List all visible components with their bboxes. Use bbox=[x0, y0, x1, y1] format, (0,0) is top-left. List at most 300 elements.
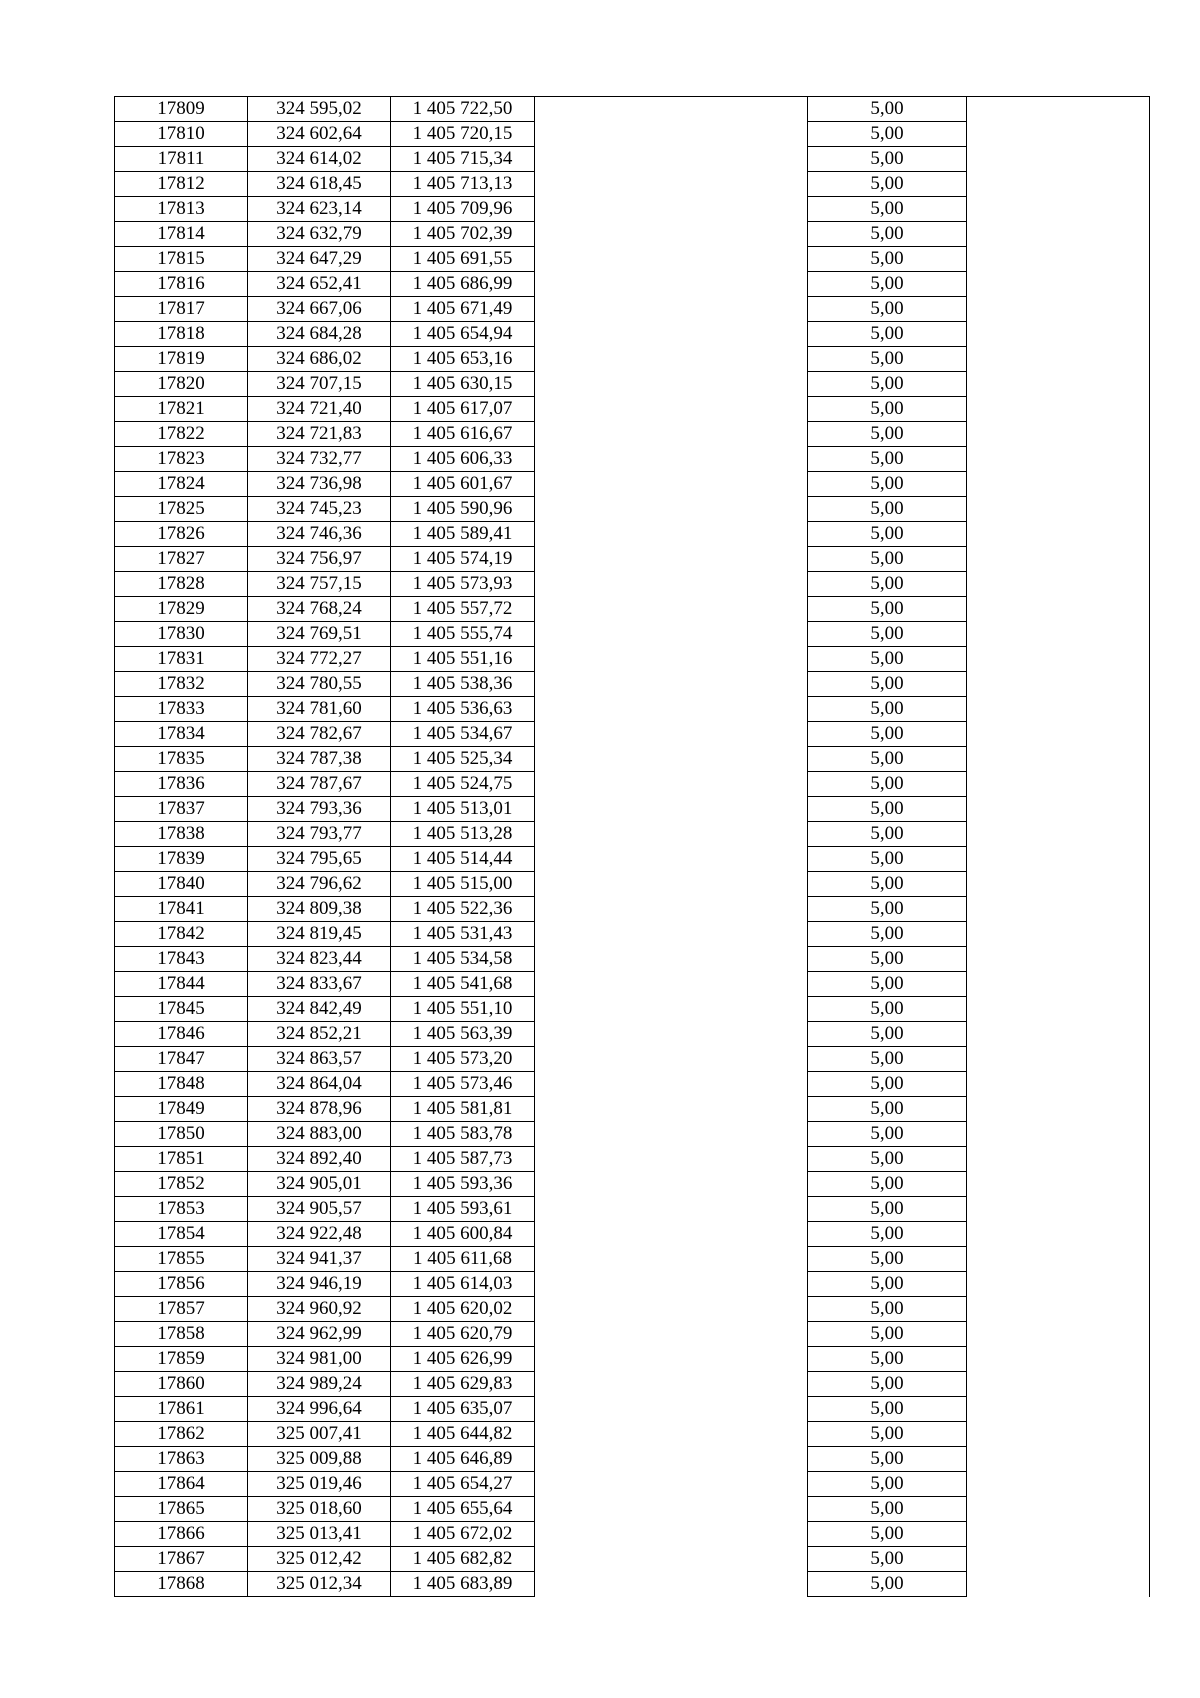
table-row bbox=[115, 922, 1150, 947]
table-row bbox=[115, 672, 1150, 697]
value-cell: 5,00 bbox=[808, 197, 967, 222]
blank-cell bbox=[967, 172, 1150, 197]
y-coordinate-cell: 1 405 522,36 bbox=[391, 897, 535, 922]
table-row bbox=[115, 547, 1150, 572]
point-number-cell: 17826 bbox=[115, 522, 248, 547]
point-number-cell: 17864 bbox=[115, 1472, 248, 1497]
point-number-cell: 17816 bbox=[115, 272, 248, 297]
x-coordinate-cell: 324 905,01 bbox=[248, 1172, 391, 1197]
x-coordinate-cell: 324 962,99 bbox=[248, 1322, 391, 1347]
point-number-cell: 17823 bbox=[115, 447, 248, 472]
blank-cell bbox=[967, 1097, 1150, 1122]
y-coordinate-cell: 1 405 514,44 bbox=[391, 847, 535, 872]
blank-cell bbox=[967, 447, 1150, 472]
blank-cell bbox=[535, 1197, 808, 1222]
blank-cell bbox=[535, 1472, 808, 1497]
blank-cell bbox=[967, 1147, 1150, 1172]
y-coordinate-cell: 1 405 536,63 bbox=[391, 697, 535, 722]
table-row bbox=[115, 572, 1150, 597]
y-coordinate-cell: 1 405 702,39 bbox=[391, 222, 535, 247]
x-coordinate-cell: 324 768,24 bbox=[248, 597, 391, 622]
point-number-cell: 17835 bbox=[115, 747, 248, 772]
table-row bbox=[115, 1347, 1150, 1372]
y-coordinate-cell: 1 405 583,78 bbox=[391, 1122, 535, 1147]
point-number-cell: 17815 bbox=[115, 247, 248, 272]
table-row bbox=[115, 1272, 1150, 1297]
point-number-cell: 17834 bbox=[115, 722, 248, 747]
y-coordinate-cell: 1 405 557,72 bbox=[391, 597, 535, 622]
point-number-cell: 17841 bbox=[115, 897, 248, 922]
x-coordinate-cell: 324 809,38 bbox=[248, 897, 391, 922]
table-row bbox=[115, 297, 1150, 322]
point-number-cell: 17853 bbox=[115, 1197, 248, 1222]
y-coordinate-cell: 1 405 715,34 bbox=[391, 147, 535, 172]
value-cell: 5,00 bbox=[808, 147, 967, 172]
blank-cell bbox=[967, 822, 1150, 847]
table-row bbox=[115, 1247, 1150, 1272]
blank-cell bbox=[967, 797, 1150, 822]
value-cell: 5,00 bbox=[808, 872, 967, 897]
point-number-cell: 17868 bbox=[115, 1572, 248, 1597]
blank-cell bbox=[535, 272, 808, 297]
blank-cell bbox=[535, 597, 808, 622]
x-coordinate-cell: 324 883,00 bbox=[248, 1122, 391, 1147]
blank-cell bbox=[967, 497, 1150, 522]
table-row bbox=[115, 172, 1150, 197]
value-cell: 5,00 bbox=[808, 1272, 967, 1297]
value-cell: 5,00 bbox=[808, 747, 967, 772]
point-number-cell: 17840 bbox=[115, 872, 248, 897]
value-cell: 5,00 bbox=[808, 1297, 967, 1322]
blank-cell bbox=[967, 1247, 1150, 1272]
y-coordinate-cell: 1 405 720,15 bbox=[391, 122, 535, 147]
blank-cell bbox=[967, 1472, 1150, 1497]
point-number-cell: 17843 bbox=[115, 947, 248, 972]
table-row bbox=[115, 1572, 1150, 1597]
blank-cell bbox=[535, 122, 808, 147]
table-row bbox=[115, 97, 1150, 122]
blank-cell bbox=[967, 322, 1150, 347]
value-cell: 5,00 bbox=[808, 847, 967, 872]
x-coordinate-cell: 324 769,51 bbox=[248, 622, 391, 647]
blank-cell bbox=[967, 197, 1150, 222]
table-row bbox=[115, 972, 1150, 997]
blank-cell bbox=[967, 472, 1150, 497]
blank-cell bbox=[535, 947, 808, 972]
table-row bbox=[115, 197, 1150, 222]
blank-cell bbox=[967, 1347, 1150, 1372]
value-cell: 5,00 bbox=[808, 772, 967, 797]
y-coordinate-cell: 1 405 672,02 bbox=[391, 1522, 535, 1547]
blank-cell bbox=[535, 847, 808, 872]
table-row bbox=[115, 1172, 1150, 1197]
value-cell: 5,00 bbox=[808, 422, 967, 447]
y-coordinate-cell: 1 405 620,79 bbox=[391, 1322, 535, 1347]
value-cell: 5,00 bbox=[808, 297, 967, 322]
x-coordinate-cell: 324 989,24 bbox=[248, 1372, 391, 1397]
blank-cell bbox=[967, 1072, 1150, 1097]
value-cell: 5,00 bbox=[808, 572, 967, 597]
value-cell: 5,00 bbox=[808, 1397, 967, 1422]
y-coordinate-cell: 1 405 646,89 bbox=[391, 1447, 535, 1472]
y-coordinate-cell: 1 405 600,84 bbox=[391, 1222, 535, 1247]
x-coordinate-cell: 324 736,98 bbox=[248, 472, 391, 497]
value-cell: 5,00 bbox=[808, 497, 967, 522]
table-row bbox=[115, 822, 1150, 847]
value-cell: 5,00 bbox=[808, 272, 967, 297]
y-coordinate-cell: 1 405 551,16 bbox=[391, 647, 535, 672]
value-cell: 5,00 bbox=[808, 1122, 967, 1147]
x-coordinate-cell: 325 007,41 bbox=[248, 1422, 391, 1447]
blank-cell bbox=[967, 1447, 1150, 1472]
blank-cell bbox=[535, 897, 808, 922]
y-coordinate-cell: 1 405 515,00 bbox=[391, 872, 535, 897]
value-cell: 5,00 bbox=[808, 622, 967, 647]
x-coordinate-cell: 324 946,19 bbox=[248, 1272, 391, 1297]
y-coordinate-cell: 1 405 601,67 bbox=[391, 472, 535, 497]
blank-cell bbox=[967, 1397, 1150, 1422]
blank-cell bbox=[535, 1447, 808, 1472]
y-coordinate-cell: 1 405 573,93 bbox=[391, 572, 535, 597]
table-row bbox=[115, 1097, 1150, 1122]
table-row bbox=[115, 747, 1150, 772]
table-row bbox=[115, 947, 1150, 972]
blank-cell bbox=[535, 622, 808, 647]
value-cell: 5,00 bbox=[808, 597, 967, 622]
coordinates-table-body bbox=[115, 97, 1150, 1597]
blank-cell bbox=[535, 922, 808, 947]
table-row bbox=[115, 447, 1150, 472]
value-cell: 5,00 bbox=[808, 897, 967, 922]
value-cell: 5,00 bbox=[808, 1572, 967, 1597]
blank-cell bbox=[535, 1547, 808, 1572]
blank-cell bbox=[967, 1422, 1150, 1447]
y-coordinate-cell: 1 405 589,41 bbox=[391, 522, 535, 547]
point-number-cell: 17827 bbox=[115, 547, 248, 572]
blank-cell bbox=[535, 247, 808, 272]
blank-cell bbox=[967, 1197, 1150, 1222]
table-row bbox=[115, 497, 1150, 522]
y-coordinate-cell: 1 405 611,68 bbox=[391, 1247, 535, 1272]
table-row bbox=[115, 1322, 1150, 1347]
x-coordinate-cell: 324 782,67 bbox=[248, 722, 391, 747]
blank-cell bbox=[967, 1547, 1150, 1572]
y-coordinate-cell: 1 405 531,43 bbox=[391, 922, 535, 947]
y-coordinate-cell: 1 405 709,96 bbox=[391, 197, 535, 222]
table-row bbox=[115, 122, 1150, 147]
blank-cell bbox=[535, 97, 808, 122]
y-coordinate-cell: 1 405 513,28 bbox=[391, 822, 535, 847]
point-number-cell: 17861 bbox=[115, 1397, 248, 1422]
point-number-cell: 17810 bbox=[115, 122, 248, 147]
blank-cell bbox=[535, 1322, 808, 1347]
y-coordinate-cell: 1 405 563,39 bbox=[391, 1022, 535, 1047]
x-coordinate-cell: 324 996,64 bbox=[248, 1397, 391, 1422]
point-number-cell: 17860 bbox=[115, 1372, 248, 1397]
y-coordinate-cell: 1 405 590,96 bbox=[391, 497, 535, 522]
value-cell: 5,00 bbox=[808, 797, 967, 822]
blank-cell bbox=[967, 897, 1150, 922]
blank-cell bbox=[967, 647, 1150, 672]
value-cell: 5,00 bbox=[808, 547, 967, 572]
value-cell: 5,00 bbox=[808, 1447, 967, 1472]
table-row bbox=[115, 597, 1150, 622]
table-row bbox=[115, 1197, 1150, 1222]
point-number-cell: 17847 bbox=[115, 1047, 248, 1072]
y-coordinate-cell: 1 405 587,73 bbox=[391, 1147, 535, 1172]
value-cell: 5,00 bbox=[808, 1147, 967, 1172]
table-row bbox=[115, 1072, 1150, 1097]
blank-cell bbox=[967, 722, 1150, 747]
y-coordinate-cell: 1 405 541,68 bbox=[391, 972, 535, 997]
y-coordinate-cell: 1 405 630,15 bbox=[391, 372, 535, 397]
x-coordinate-cell: 324 647,29 bbox=[248, 247, 391, 272]
blank-cell bbox=[535, 1372, 808, 1397]
blank-cell bbox=[967, 947, 1150, 972]
blank-cell bbox=[967, 147, 1150, 172]
point-number-cell: 17828 bbox=[115, 572, 248, 597]
point-number-cell: 17814 bbox=[115, 222, 248, 247]
point-number-cell: 17851 bbox=[115, 1147, 248, 1172]
table-row bbox=[115, 372, 1150, 397]
table-row bbox=[115, 1047, 1150, 1072]
blank-cell bbox=[967, 397, 1150, 422]
blank-cell bbox=[535, 522, 808, 547]
table-row bbox=[115, 1422, 1150, 1447]
blank-cell bbox=[535, 1047, 808, 1072]
point-number-cell: 17839 bbox=[115, 847, 248, 872]
blank-cell bbox=[535, 822, 808, 847]
point-number-cell: 17824 bbox=[115, 472, 248, 497]
blank-cell bbox=[535, 647, 808, 672]
y-coordinate-cell: 1 405 617,07 bbox=[391, 397, 535, 422]
point-number-cell: 17809 bbox=[115, 97, 248, 122]
x-coordinate-cell: 324 721,40 bbox=[248, 397, 391, 422]
y-coordinate-cell: 1 405 573,20 bbox=[391, 1047, 535, 1072]
value-cell: 5,00 bbox=[808, 972, 967, 997]
y-coordinate-cell: 1 405 654,27 bbox=[391, 1472, 535, 1497]
blank-cell bbox=[535, 872, 808, 897]
point-number-cell: 17821 bbox=[115, 397, 248, 422]
table-row bbox=[115, 247, 1150, 272]
y-coordinate-cell: 1 405 534,67 bbox=[391, 722, 535, 747]
table-row bbox=[115, 1522, 1150, 1547]
y-coordinate-cell: 1 405 713,13 bbox=[391, 172, 535, 197]
table-row bbox=[115, 222, 1150, 247]
y-coordinate-cell: 1 405 525,34 bbox=[391, 747, 535, 772]
table-row bbox=[115, 897, 1150, 922]
blank-cell bbox=[967, 222, 1150, 247]
y-coordinate-cell: 1 405 593,36 bbox=[391, 1172, 535, 1197]
blank-cell bbox=[535, 722, 808, 747]
blank-cell bbox=[535, 972, 808, 997]
point-number-cell: 17825 bbox=[115, 497, 248, 522]
y-coordinate-cell: 1 405 574,19 bbox=[391, 547, 535, 572]
point-number-cell: 17822 bbox=[115, 422, 248, 447]
x-coordinate-cell: 324 618,45 bbox=[248, 172, 391, 197]
blank-cell bbox=[535, 797, 808, 822]
value-cell: 5,00 bbox=[808, 722, 967, 747]
y-coordinate-cell: 1 405 538,36 bbox=[391, 672, 535, 697]
x-coordinate-cell: 324 796,62 bbox=[248, 872, 391, 897]
blank-cell bbox=[535, 1347, 808, 1372]
point-number-cell: 17817 bbox=[115, 297, 248, 322]
value-cell: 5,00 bbox=[808, 1497, 967, 1522]
blank-cell bbox=[967, 1297, 1150, 1322]
point-number-cell: 17820 bbox=[115, 372, 248, 397]
x-coordinate-cell: 324 781,60 bbox=[248, 697, 391, 722]
point-number-cell: 17866 bbox=[115, 1522, 248, 1547]
blank-cell bbox=[967, 622, 1150, 647]
y-coordinate-cell: 1 405 682,82 bbox=[391, 1547, 535, 1572]
blank-cell bbox=[535, 547, 808, 572]
point-number-cell: 17856 bbox=[115, 1272, 248, 1297]
blank-cell bbox=[967, 972, 1150, 997]
blank-cell bbox=[535, 772, 808, 797]
value-cell: 5,00 bbox=[808, 247, 967, 272]
x-coordinate-cell: 324 793,77 bbox=[248, 822, 391, 847]
x-coordinate-cell: 324 686,02 bbox=[248, 347, 391, 372]
x-coordinate-cell: 324 941,37 bbox=[248, 1247, 391, 1272]
x-coordinate-cell: 324 623,14 bbox=[248, 197, 391, 222]
point-number-cell: 17854 bbox=[115, 1222, 248, 1247]
blank-cell bbox=[967, 297, 1150, 322]
blank-cell bbox=[535, 297, 808, 322]
x-coordinate-cell: 325 012,34 bbox=[248, 1572, 391, 1597]
value-cell: 5,00 bbox=[808, 1472, 967, 1497]
blank-cell bbox=[535, 147, 808, 172]
y-coordinate-cell: 1 405 606,33 bbox=[391, 447, 535, 472]
value-cell: 5,00 bbox=[808, 1022, 967, 1047]
blank-cell bbox=[967, 672, 1150, 697]
value-cell: 5,00 bbox=[808, 1047, 967, 1072]
blank-cell bbox=[967, 1172, 1150, 1197]
value-cell: 5,00 bbox=[808, 947, 967, 972]
y-coordinate-cell: 1 405 629,83 bbox=[391, 1372, 535, 1397]
blank-cell bbox=[535, 1497, 808, 1522]
point-number-cell: 17848 bbox=[115, 1072, 248, 1097]
point-number-cell: 17837 bbox=[115, 797, 248, 822]
value-cell: 5,00 bbox=[808, 1422, 967, 1447]
x-coordinate-cell: 324 632,79 bbox=[248, 222, 391, 247]
y-coordinate-cell: 1 405 573,46 bbox=[391, 1072, 535, 1097]
x-coordinate-cell: 324 793,36 bbox=[248, 797, 391, 822]
x-coordinate-cell: 325 019,46 bbox=[248, 1472, 391, 1497]
value-cell: 5,00 bbox=[808, 672, 967, 697]
y-coordinate-cell: 1 405 644,82 bbox=[391, 1422, 535, 1447]
x-coordinate-cell: 325 009,88 bbox=[248, 1447, 391, 1472]
y-coordinate-cell: 1 405 513,01 bbox=[391, 797, 535, 822]
blank-cell bbox=[967, 747, 1150, 772]
blank-cell bbox=[967, 1047, 1150, 1072]
x-coordinate-cell: 324 772,27 bbox=[248, 647, 391, 672]
value-cell: 5,00 bbox=[808, 122, 967, 147]
blank-cell bbox=[967, 997, 1150, 1022]
value-cell: 5,00 bbox=[808, 822, 967, 847]
y-coordinate-cell: 1 405 593,61 bbox=[391, 1197, 535, 1222]
table-row bbox=[115, 772, 1150, 797]
value-cell: 5,00 bbox=[808, 697, 967, 722]
table-row bbox=[115, 397, 1150, 422]
blank-cell bbox=[967, 922, 1150, 947]
blank-cell bbox=[967, 1322, 1150, 1347]
value-cell: 5,00 bbox=[808, 322, 967, 347]
value-cell: 5,00 bbox=[808, 922, 967, 947]
value-cell: 5,00 bbox=[808, 372, 967, 397]
x-coordinate-cell: 325 012,42 bbox=[248, 1547, 391, 1572]
point-number-cell: 17863 bbox=[115, 1447, 248, 1472]
table-row bbox=[115, 1372, 1150, 1397]
point-number-cell: 17849 bbox=[115, 1097, 248, 1122]
x-coordinate-cell: 324 745,23 bbox=[248, 497, 391, 522]
point-number-cell: 17852 bbox=[115, 1172, 248, 1197]
table-row bbox=[115, 1022, 1150, 1047]
table-row bbox=[115, 147, 1150, 172]
blank-cell bbox=[535, 1097, 808, 1122]
point-number-cell: 17831 bbox=[115, 647, 248, 672]
value-cell: 5,00 bbox=[808, 347, 967, 372]
x-coordinate-cell: 324 864,04 bbox=[248, 1072, 391, 1097]
value-cell: 5,00 bbox=[808, 1322, 967, 1347]
y-coordinate-cell: 1 405 524,75 bbox=[391, 772, 535, 797]
point-number-cell: 17845 bbox=[115, 997, 248, 1022]
point-number-cell: 17846 bbox=[115, 1022, 248, 1047]
x-coordinate-cell: 324 652,41 bbox=[248, 272, 391, 297]
y-coordinate-cell: 1 405 616,67 bbox=[391, 422, 535, 447]
point-number-cell: 17812 bbox=[115, 172, 248, 197]
blank-cell bbox=[967, 1522, 1150, 1547]
point-number-cell: 17862 bbox=[115, 1422, 248, 1447]
value-cell: 5,00 bbox=[808, 472, 967, 497]
value-cell: 5,00 bbox=[808, 1347, 967, 1372]
blank-cell bbox=[967, 872, 1150, 897]
table-row bbox=[115, 1222, 1150, 1247]
blank-cell bbox=[535, 997, 808, 1022]
point-number-cell: 17850 bbox=[115, 1122, 248, 1147]
blank-cell bbox=[535, 197, 808, 222]
x-coordinate-cell: 324 595,02 bbox=[248, 97, 391, 122]
blank-cell bbox=[967, 272, 1150, 297]
blank-cell bbox=[967, 1022, 1150, 1047]
value-cell: 5,00 bbox=[808, 97, 967, 122]
point-number-cell: 17819 bbox=[115, 347, 248, 372]
table-row bbox=[115, 1472, 1150, 1497]
value-cell: 5,00 bbox=[808, 172, 967, 197]
table-row bbox=[115, 347, 1150, 372]
blank-cell bbox=[535, 422, 808, 447]
y-coordinate-cell: 1 405 551,10 bbox=[391, 997, 535, 1022]
blank-cell bbox=[535, 497, 808, 522]
blank-cell bbox=[967, 547, 1150, 572]
blank-cell bbox=[535, 1072, 808, 1097]
table-row bbox=[115, 1447, 1150, 1472]
point-number-cell: 17858 bbox=[115, 1322, 248, 1347]
blank-cell bbox=[535, 322, 808, 347]
point-number-cell: 17833 bbox=[115, 697, 248, 722]
x-coordinate-cell: 324 863,57 bbox=[248, 1047, 391, 1072]
blank-cell bbox=[967, 1122, 1150, 1147]
table-row bbox=[115, 322, 1150, 347]
blank-cell bbox=[535, 1272, 808, 1297]
table-row bbox=[115, 1547, 1150, 1572]
blank-cell bbox=[967, 422, 1150, 447]
x-coordinate-cell: 324 960,92 bbox=[248, 1297, 391, 1322]
value-cell: 5,00 bbox=[808, 997, 967, 1022]
x-coordinate-cell: 324 922,48 bbox=[248, 1222, 391, 1247]
x-coordinate-cell: 324 746,36 bbox=[248, 522, 391, 547]
blank-cell bbox=[535, 747, 808, 772]
table-row bbox=[115, 1397, 1150, 1422]
